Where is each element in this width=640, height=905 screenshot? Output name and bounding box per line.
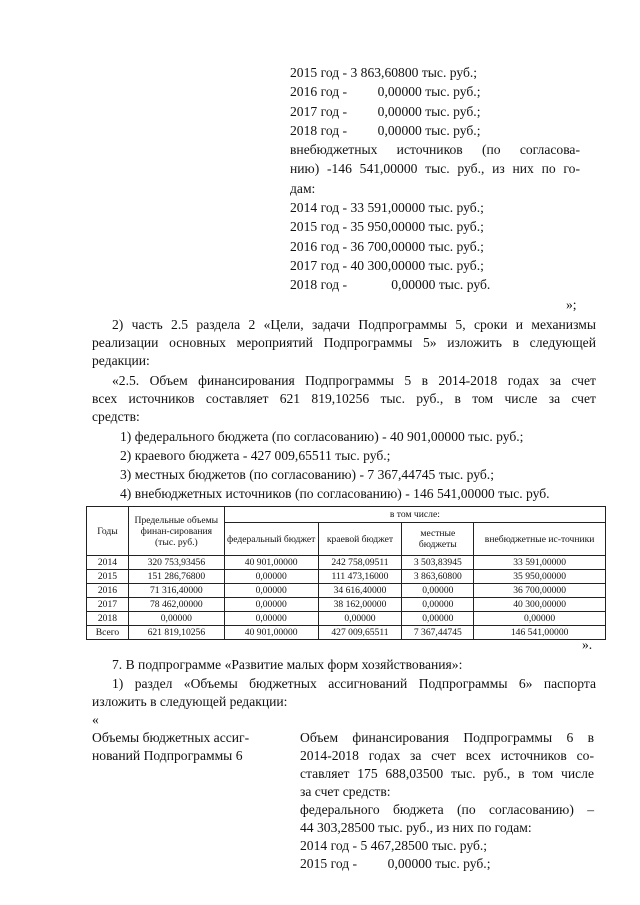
header-total: Предельные объемы финан-сирования (тыс. руб.): [128, 507, 224, 556]
value-cell: 0,00000: [224, 612, 318, 626]
value-cell: 111 473,16000: [318, 570, 402, 584]
source-item: 3) местных бюджетов (по согласованию) - 7 367,44745 тыс. руб.;: [120, 467, 494, 482]
list-line: 2018 год - 0,00000 тыс. руб.: [290, 277, 491, 293]
list-line: 2014 год - 33 591,00000 тыс. руб.;: [290, 200, 484, 216]
passport-value: [300, 729, 594, 873]
year-cell: 2017: [87, 598, 129, 612]
list-line: 2015 год - 3 863,60800 тыс. руб.;: [290, 65, 478, 80]
header-local: местные бюджеты: [402, 523, 474, 556]
value-line: за счет средств:: [300, 784, 391, 799]
list-line: 2017 год - 40 300,00000 тыс. руб.;: [290, 257, 484, 273]
header-years: Годы: [87, 507, 129, 556]
list-line: нию) -146 541,00000 тыс. руб., из них по го-: [290, 161, 580, 177]
source-item: 4) внебюджетных источников (по согласованию) - 146 541,00000 тыс. руб.: [120, 486, 550, 501]
value-cell: 3 503,83945: [402, 556, 474, 570]
financing-table: [86, 506, 606, 640]
label-line: Объемы бюджетных ассиг-: [92, 730, 250, 745]
header-including: в том числе:: [224, 507, 605, 523]
value-cell: 33 591,00000: [474, 556, 606, 570]
year-cell: 2014: [87, 556, 129, 570]
list-line: 2017 год - 0,00000 тыс. руб.;: [290, 103, 481, 119]
closing-quote: »;: [566, 297, 577, 312]
paragraph-line: реализации основных мероприятий Подпрограммы 5» изложить в следующей: [92, 335, 596, 350]
paragraph-line: редакции:: [92, 353, 150, 368]
value-line: 2014 год - 5 467,28500 тыс. руб.;: [300, 838, 488, 853]
source-item: 2) краевого бюджета - 427 009,65511 тыс. руб.;: [120, 448, 391, 463]
year-cell: 2016: [87, 584, 129, 598]
value-line: федерального бюджета (по согласованию) –: [300, 802, 594, 817]
section-heading: 7. В подпрограмме «Развитие малых форм хозяйствования»:: [112, 657, 463, 672]
paragraph-line: всех источников составляет 621 819,10256 тыс. руб., в том числе за счет: [92, 391, 596, 406]
value-cell: 242 758,09511: [318, 556, 402, 570]
value-cell: 621 819,10256: [128, 626, 224, 640]
value-line: 2015 год - 0,00000 тыс. руб.;: [300, 856, 491, 871]
closing-quote: ».: [582, 637, 593, 652]
value-line: 2014-2018 годах за счет всех источников со-: [300, 748, 594, 763]
source-item: 1) федерального бюджета (по согласованию) - 40 901,00000 тыс. руб.;: [120, 429, 524, 444]
table-body: [87, 556, 606, 640]
paragraph-line: 1) раздел «Объемы бюджетных ассигнований Подпрограммы 6» паспорта: [112, 676, 596, 691]
header-extrabudgetary: внебюджетные ис-точники: [474, 523, 606, 556]
year-cell: 2018: [87, 612, 129, 626]
value-cell: 427 009,65511: [318, 626, 402, 640]
value-cell: 40 901,00000: [224, 556, 318, 570]
table-row: [87, 598, 606, 612]
label-line: нований Подпрограммы 6: [92, 748, 243, 763]
value-cell: 0,00000: [128, 612, 224, 626]
value-cell: 320 753,93456: [128, 556, 224, 570]
value-cell: 0,00000: [402, 584, 474, 598]
value-line: ставляет 175 688,03500 тыс. руб., в том числе: [300, 766, 594, 781]
value-cell: 38 162,00000: [318, 598, 402, 612]
value-cell: 35 950,00000: [474, 570, 606, 584]
paragraph-line: 2) часть 2.5 раздела 2 «Цели, задачи Подпрограммы 5, сроки и механизмы: [112, 317, 596, 332]
opening-quote: «: [92, 712, 99, 727]
passport-label: [92, 729, 292, 765]
list-line: внебюджетных источников (по согласова-: [290, 142, 580, 158]
value-cell: 0,00000: [224, 598, 318, 612]
paragraph-line: средств:: [92, 409, 140, 424]
value-cell: 0,00000: [224, 584, 318, 598]
value-cell: 71 316,40000: [128, 584, 224, 598]
list-line: 2016 год - 0,00000 тыс. руб.;: [290, 84, 481, 100]
value-cell: 0,00000: [474, 612, 606, 626]
value-cell: 3 863,60800: [402, 570, 474, 584]
header-regional: краевой бюджет: [318, 523, 402, 556]
value-cell: 0,00000: [318, 612, 402, 626]
year-cell: Всего: [87, 626, 129, 640]
value-cell: 34 616,40000: [318, 584, 402, 598]
table-row: [87, 584, 606, 598]
value-line: Объем финансирования Подпрограммы 6 в: [300, 730, 594, 745]
list-line: 2015 год - 35 950,00000 тыс. руб.;: [290, 219, 484, 235]
value-cell: 0,00000: [224, 570, 318, 584]
list-line: 2016 год - 36 700,00000 тыс. руб.;: [290, 238, 484, 254]
value-cell: 7 367,44745: [402, 626, 474, 640]
table-row: [87, 556, 606, 570]
value-cell: 151 286,76800: [128, 570, 224, 584]
list-line: 2018 год - 0,00000 тыс. руб.;: [290, 122, 481, 138]
value-cell: 78 462,00000: [128, 598, 224, 612]
table-row: [87, 626, 606, 640]
list-line: дам:: [290, 180, 316, 196]
header-federal: федеральный бюджет: [224, 523, 318, 556]
table-row: [87, 612, 606, 626]
funding-by-year-list: [290, 64, 580, 296]
value-cell: 146 541,00000: [474, 626, 606, 640]
value-cell: 40 901,00000: [224, 626, 318, 640]
value-cell: 40 300,00000: [474, 598, 606, 612]
value-cell: 0,00000: [402, 612, 474, 626]
value-cell: 0,00000: [402, 598, 474, 612]
paragraph-line: «2.5. Объем финансирования Подпрограммы 5 в 2014-2018 годах за счет: [112, 373, 596, 388]
paragraph-line: изложить в следующей редакции:: [92, 694, 288, 709]
year-cell: 2015: [87, 570, 129, 584]
table-row: [87, 570, 606, 584]
value-line: 44 303,28500 тыс. руб., из них по годам:: [300, 820, 532, 835]
value-cell: 36 700,00000: [474, 584, 606, 598]
